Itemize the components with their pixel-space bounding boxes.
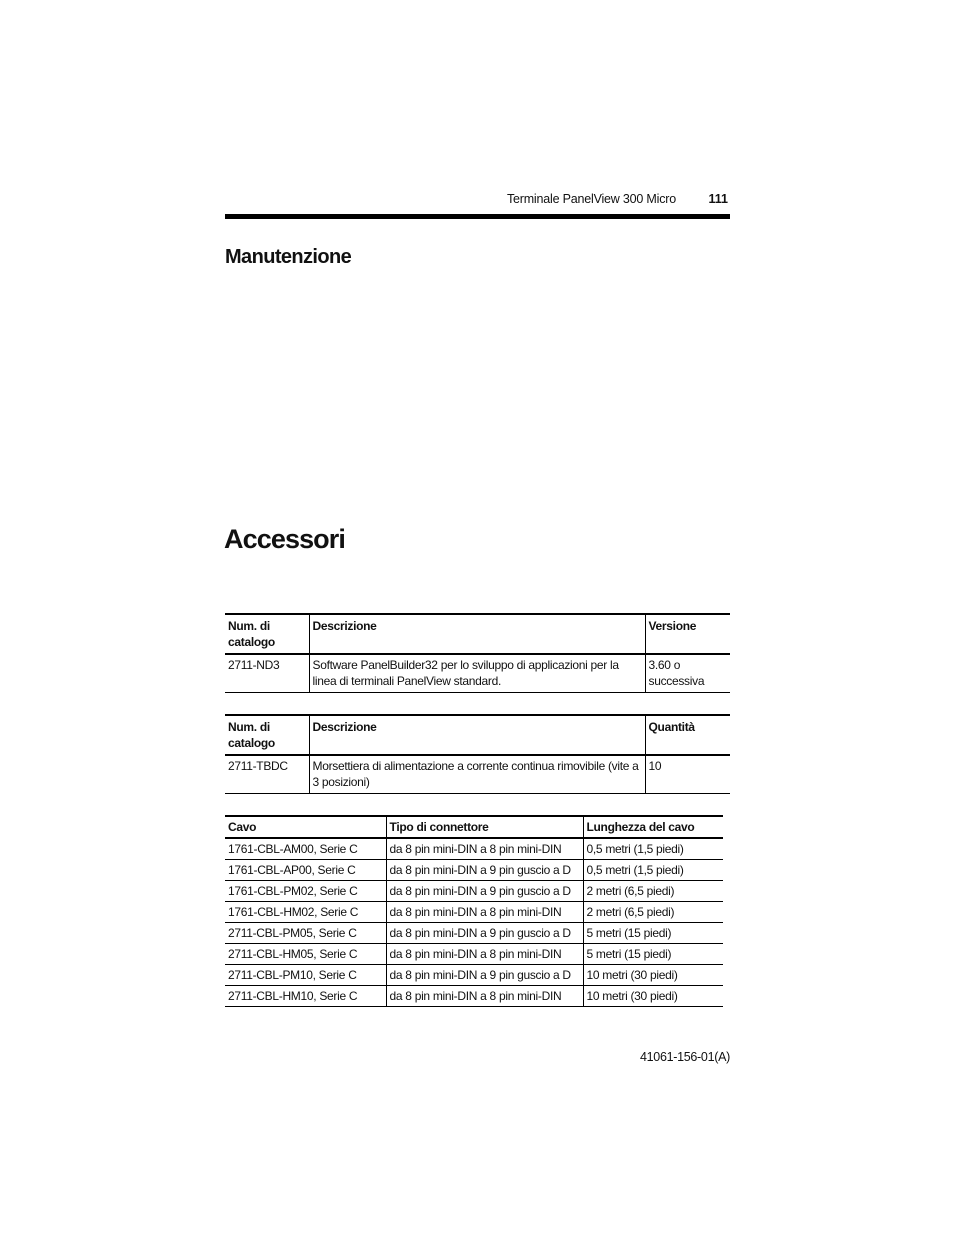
- table-cell: 2 metri (6,5 piedi): [583, 902, 723, 923]
- table-cell: da 8 pin mini-DIN a 8 pin mini-DIN: [386, 986, 583, 1007]
- column-header: Quantità: [645, 715, 730, 755]
- column-header: Tipo di connettore: [386, 816, 583, 838]
- table-header-row: [225, 614, 730, 654]
- table-cell: 1761-CBL-PM02, Serie C: [228, 884, 358, 898]
- table-row: [225, 881, 723, 902]
- table-cell: 0,5 metri (1,5 piedi): [583, 860, 723, 881]
- maintenance-heading: Manutenzione: [225, 246, 352, 268]
- document-code: 41061-156-01(A): [639, 1050, 730, 1064]
- table-row: [225, 944, 723, 965]
- table-cell: 0,5 metri (1,5 piedi): [583, 838, 723, 860]
- column-header: Lunghezza del cavo: [583, 816, 723, 838]
- table-row: [225, 838, 723, 860]
- table-row: [225, 965, 723, 986]
- column-header: Num. di catalogo: [228, 720, 275, 750]
- table-row: [225, 860, 723, 881]
- table-cell: 2711-CBL-HM05, Serie C: [228, 947, 358, 961]
- table-cell: da 8 pin mini-DIN a 8 pin mini-DIN: [386, 838, 583, 860]
- table-cell: 1761-CBL-AM00, Serie C: [228, 842, 358, 856]
- table-row: [225, 654, 730, 693]
- table-cell: da 8 pin mini-DIN a 9 pin guscio a D: [386, 965, 583, 986]
- table-cell: 5 metri (15 piedi): [583, 944, 723, 965]
- column-header: Num. di catalogo: [228, 619, 275, 649]
- table-row: [225, 755, 730, 794]
- table-cell: 1761-CBL-AP00, Serie C: [228, 863, 356, 877]
- table-cell: 2711-CBL-PM05, Serie C: [228, 926, 357, 940]
- column-header: Descrizione: [309, 614, 645, 654]
- table-row: [225, 986, 723, 1007]
- table-cell: da 8 pin mini-DIN a 9 pin guscio a D: [386, 881, 583, 902]
- table-cell: da 8 pin mini-DIN a 8 pin mini-DIN: [386, 902, 583, 923]
- column-header: Versione: [645, 614, 730, 654]
- table-cell: da 8 pin mini-DIN a 9 pin guscio a D: [386, 860, 583, 881]
- table-header-row: [225, 816, 723, 838]
- column-header: Cavo: [228, 820, 257, 834]
- table-cell: 1761-CBL-HM02, Serie C: [228, 905, 359, 919]
- table-cell: Software PanelBuilder32 per lo sviluppo di applicazioni per la linea di terminali PanelView standard.: [309, 654, 645, 693]
- table-cell: 2 metri (6,5 piedi): [583, 881, 723, 902]
- table-cell: 2711-TBDC: [228, 759, 288, 773]
- cables-table: [225, 815, 723, 1007]
- page-number: 111: [708, 192, 728, 206]
- table-cell: 10: [645, 755, 730, 794]
- table-cell: 10 metri (30 piedi): [583, 986, 723, 1007]
- table-row: [225, 923, 723, 944]
- table-cell: Morsettiera di alimentazione a corrente continua rimovibile (vite a 3 posizioni): [309, 755, 645, 794]
- table-cell: da 8 pin mini-DIN a 8 pin mini-DIN: [386, 944, 583, 965]
- header-title: Terminale PanelView 300 Micro: [506, 192, 676, 206]
- table-row: [225, 902, 723, 923]
- table-cell: 5 metri (15 piedi): [583, 923, 723, 944]
- table-cell: 2711-CBL-PM10, Serie C: [228, 968, 357, 982]
- table-cell: 2711-ND3: [228, 658, 280, 672]
- column-header: Descrizione: [309, 715, 645, 755]
- table-cell: 10 metri (30 piedi): [583, 965, 723, 986]
- table-cell: da 8 pin mini-DIN a 9 pin guscio a D: [386, 923, 583, 944]
- table-cell: 3.60 o successiva: [645, 654, 730, 693]
- table-cell: 2711-CBL-HM10, Serie C: [228, 989, 358, 1003]
- header-rule: [225, 214, 730, 219]
- running-header: [225, 190, 730, 212]
- terminal-block-table: [225, 714, 730, 794]
- table-header-row: [225, 715, 730, 755]
- software-table: [225, 613, 730, 693]
- accessories-heading: Accessori: [224, 524, 345, 554]
